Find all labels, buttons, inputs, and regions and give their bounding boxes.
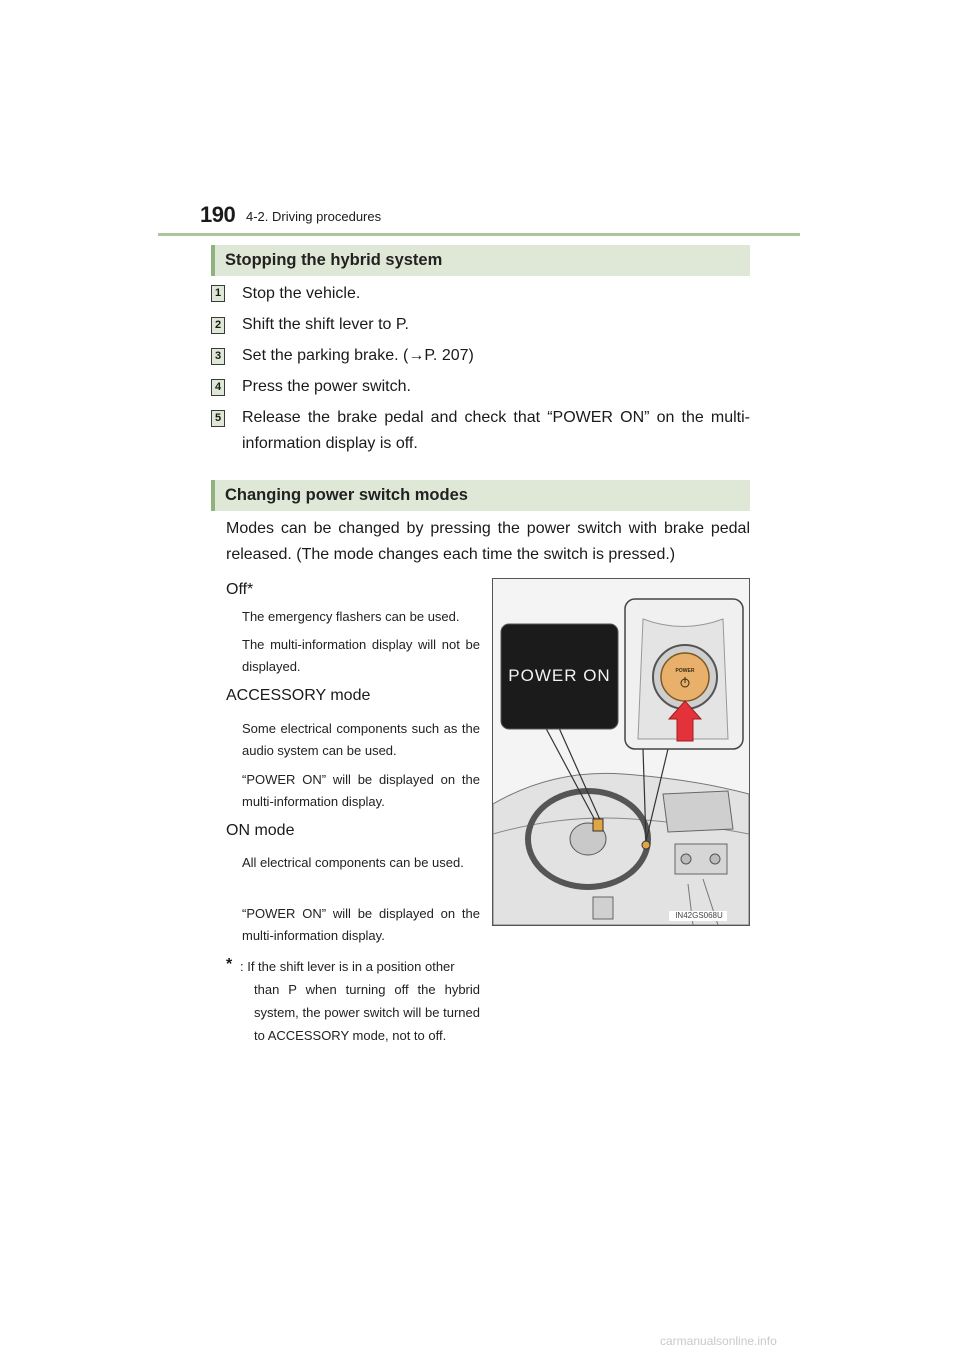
power-on-display-text: POWER ON [508, 666, 611, 685]
mode-on-line-2: “POWER ON” will be displayed on the multi-information display. [242, 906, 480, 943]
mode-accessory-line-1: Some electrical components such as the audio system can be used. [242, 721, 480, 758]
mode-off-line-1: The emergency flashers can be used. [242, 609, 460, 624]
dashboard-drawing [493, 579, 749, 925]
mode-off-line-2: The multi-information display will not be displayed. [242, 637, 480, 674]
step-text-3: Set the parking brake. (→P. 207) [242, 347, 474, 364]
mode-on-title: ON mode [226, 822, 295, 839]
step-text-2: Shift the shift lever to P. [242, 316, 409, 333]
mode-off-title: Off* [226, 581, 254, 598]
step-text-5-line2: information display is off. [242, 435, 418, 452]
footnote-rest: than P when turning off the hybrid system, the power switch will be turned to ACCESSORY mode, not to off. [254, 982, 480, 1043]
step-text-1: Stop the vehicle. [242, 285, 361, 302]
chapter-title: 4-2. Driving procedures [246, 209, 382, 224]
header-rule [158, 233, 800, 236]
step-text-4: Press the power switch. [242, 378, 411, 395]
mode-accessory-title: ACCESSORY mode [226, 687, 371, 704]
modes-intro: Modes can be changed by pressing the power switch with brake pedal released. (The mode changes each time the switch is pressed.) [226, 520, 750, 563]
section-heading-modes: Changing power switch modes [211, 480, 750, 511]
step-badge-4: 4 [211, 379, 225, 396]
step-badge-2: 2 [211, 317, 225, 334]
footnote-line-1: : If the shift lever is in a position other [240, 959, 455, 974]
section-heading-stopping: Stopping the hybrid system [211, 245, 750, 276]
dashboard-illustration [492, 578, 750, 926]
page-number: 190 [200, 202, 236, 227]
mode-on-line-1: All electrical components can be used. [242, 855, 464, 870]
footnote-mark: * [226, 956, 233, 973]
step-badge-1: 1 [211, 285, 225, 302]
mode-accessory-line-2: “POWER ON” will be displayed on the multi-information display. [242, 772, 480, 809]
step-text-5-line1: Release the brake pedal and check that “POWER ON” on the multi- [242, 409, 750, 426]
step-badge-5: 5 [211, 410, 225, 427]
footnote [240, 955, 480, 1047]
step-badge-3: 3 [211, 348, 225, 365]
watermark: carmanualsonline.info [660, 1334, 777, 1348]
figure-code: IN42GS068U [675, 911, 723, 920]
power-button-label: POWER [675, 668, 695, 674]
